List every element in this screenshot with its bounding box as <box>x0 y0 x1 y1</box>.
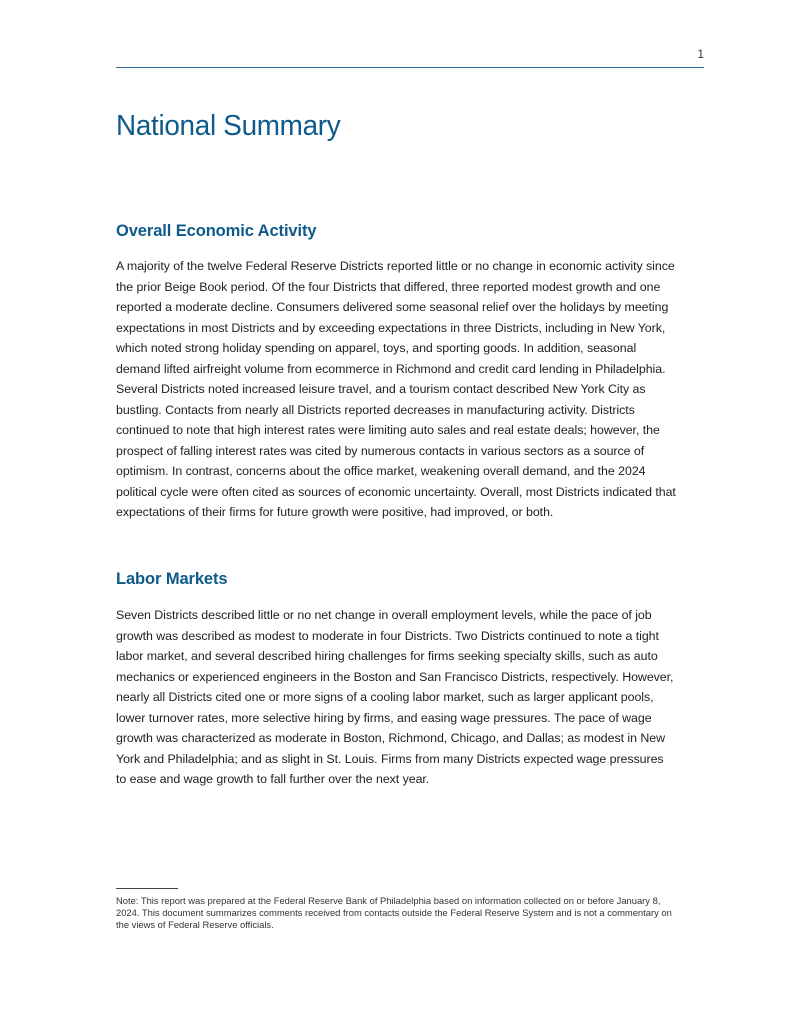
section-overall-economic-activity <box>116 222 676 523</box>
page-title: National Summary <box>116 110 341 142</box>
footnote-divider <box>116 888 178 889</box>
section-heading: Overall Economic Activity <box>116 222 317 240</box>
section-body: Seven Districts described little or no net change in overall employment levels, while the pace of job growth was described as modest to moderate in four Districts. Two Districts continued to note a tight labor market, and several described hiring challenges for firms seeking specialty skills, such as auto mechanics or experienced engineers in the Boston and San Francisco Districts, respectively. However, nearly all Districts cited one or more signs of a cooling labor market, such as larger applicant pools, lower turnover rates, more selective hiring by firms, and easing wage pressures. The pace of wage growth was characterized as moderate in Boston, Richmond, Chicago, and Dallas; as modest in New York and Philadelphia; and as slight in St. Louis. Firms from many Districts expected wage pressures to ease and wage growth to fall further over the next year. <box>116 608 674 786</box>
header-divider <box>116 67 704 68</box>
section-labor-markets <box>116 570 676 790</box>
footnote: Note: This report was prepared at the Federal Reserve Bank of Philadelphia based on information collected on or before January 8, 2024. This document summarizes comments received from contacts outside the Federal Reserve System and is not a commentary on the views of Federal Reserve officials. <box>116 895 672 930</box>
section-body: A majority of the twelve Federal Reserve Districts reported little or no change in economic activity since the prior Beige Book period. Of the four Districts that differed, three reported modest growth and one reported a moderate decline. Consumers delivered some seasonal relief over the holidays by meeting expectations in most Districts and by exceeding expectations in three Districts, including in New York, which noted strong holiday spending on apparel, toys, and sporting goods. In addition, seasonal demand lifted airfreight volume from ecommerce in Richmond and credit card lending in Philadelphia. Several Districts noted increased leisure travel, and a tourism contact described New York City as bustling. Contacts from nearly all Districts reported decreases in manufacturing activity. Districts continued to note that high interest rates were limiting auto sales and real estate deals; however, the prospect of falling interest rates was cited by numerous contacts in various sectors as a source of optimism. In contrast, concerns about the office market, weakening overall demand, and the 2024 political cycle were often cited as sources of economic uncertainty. Overall, most Districts indicated that expectations of their firms for future growth were positive, had improved, or both. <box>116 259 676 519</box>
page-number: 1 <box>697 47 704 61</box>
section-heading: Labor Markets <box>116 570 228 588</box>
